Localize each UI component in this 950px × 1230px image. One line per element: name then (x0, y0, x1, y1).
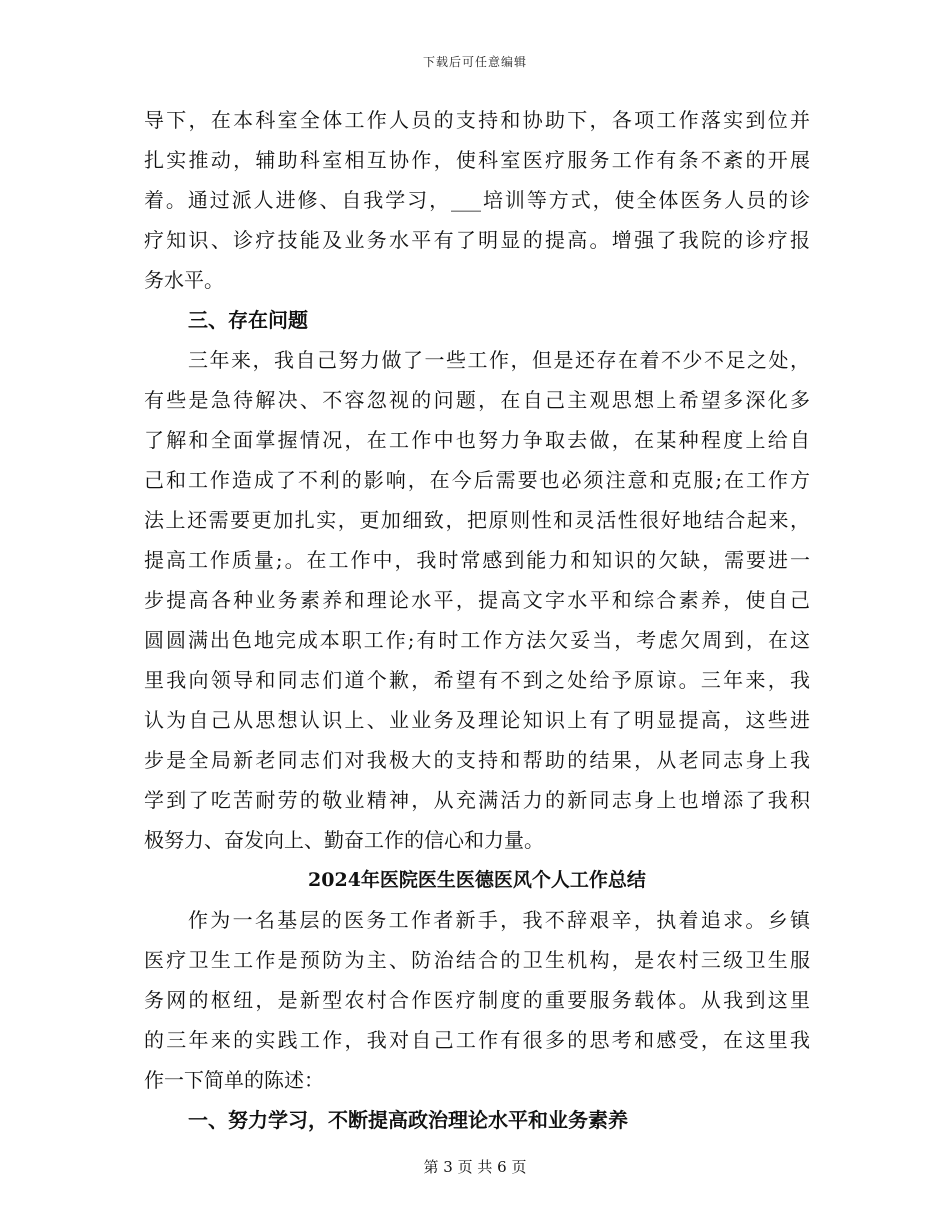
paragraph-line: 法上还需要更加扎实，更加细致，把原则性和灵活性很好地结合起来， (144, 508, 810, 532)
paragraph-line: 着。通过派人进修、自我学习，___培训等方式，使全体医务人员的诊 (144, 188, 810, 212)
paragraph-line: 极努力、奋发向上、勤奋工作的信心和力量。 (144, 828, 544, 852)
document-body (144, 100, 810, 1140)
paragraph-line: 步提高各种业务素养和理论水平，提高文字水平和综合素养，使自己 (144, 588, 810, 612)
paragraph-line: 三年来，我自己努力做了一些工作，但是还存在着不少不足之处， (188, 348, 810, 372)
paragraph-line: 了解和全面掌握情况，在工作中也努力争取去做，在某种程度上给自 (144, 428, 810, 452)
paragraph-line: 己和工作造成了不利的影响，在今后需要也必须注意和克服;在工作方 (144, 468, 810, 492)
section-heading-problems: 三、存在问题 (188, 308, 308, 332)
paragraph-line: 作为一名基层的医务工作者新手，我不辞艰辛，执着追求。乡镇 (188, 908, 810, 932)
paragraph-line: 作一下简单的陈述： (144, 1068, 324, 1092)
paragraph-line: 务网的枢纽，是新型农村合作医疗制度的重要服务载体。从我到这里 (144, 988, 810, 1012)
paragraph-line: 提高工作质量;。在工作中，我时常感到能力和知识的欠缺，需要进一 (144, 548, 810, 572)
document-title: 2024年医院医生医德医风个人工作总结 (308, 869, 646, 891)
paragraph-line: 扎实推动，辅助科室相互协作，使科室医疗服务工作有条不紊的开展 (144, 148, 810, 172)
paragraph-line: 圆圆满出色地完成本职工作;有时工作方法欠妥当，考虑欠周到，在这 (144, 628, 810, 652)
paragraph-line: 有些是急待解决、不容忽视的问题，在自己主观思想上希望多深化多 (144, 388, 810, 412)
paragraph-line: 疗知识、诊疗技能及业务水平有了明显的提高。增强了我院的诊疗报 (144, 228, 810, 252)
paragraph-line: 导下，在本科室全体工作人员的支持和协助下，各项工作落实到位并 (144, 108, 810, 132)
paragraph-line: 医疗卫生工作是预防为主、防治结合的卫生机构，是农村三级卫生服 (144, 948, 810, 972)
section-heading-study: 一、努力学习，不断提高政治理论水平和业务素养 (188, 1108, 628, 1132)
page-number: 第 3 页 共 6 页 (423, 1158, 527, 1176)
paragraph-line: 的三年来的实践工作，我对自己工作有很多的思考和感受，在这里我 (144, 1028, 810, 1052)
paragraph-line: 务水平。 (144, 268, 224, 292)
paragraph-line: 认为自己从思想认识上、业业务及理论知识上有了明显提高，这些进 (144, 708, 810, 732)
paragraph-line: 里我向领导和同志们道个歉，希望有不到之处给予原谅。三年来，我 (144, 668, 810, 692)
header-note: 下载后可任意编辑 (422, 55, 527, 69)
paragraph-line: 学到了吃苦耐劳的敬业精神，从充满活力的新同志身上也增添了我积 (144, 788, 810, 812)
paragraph-line: 步是全局新老同志们对我极大的支持和帮助的结果，从老同志身上我 (144, 748, 810, 772)
